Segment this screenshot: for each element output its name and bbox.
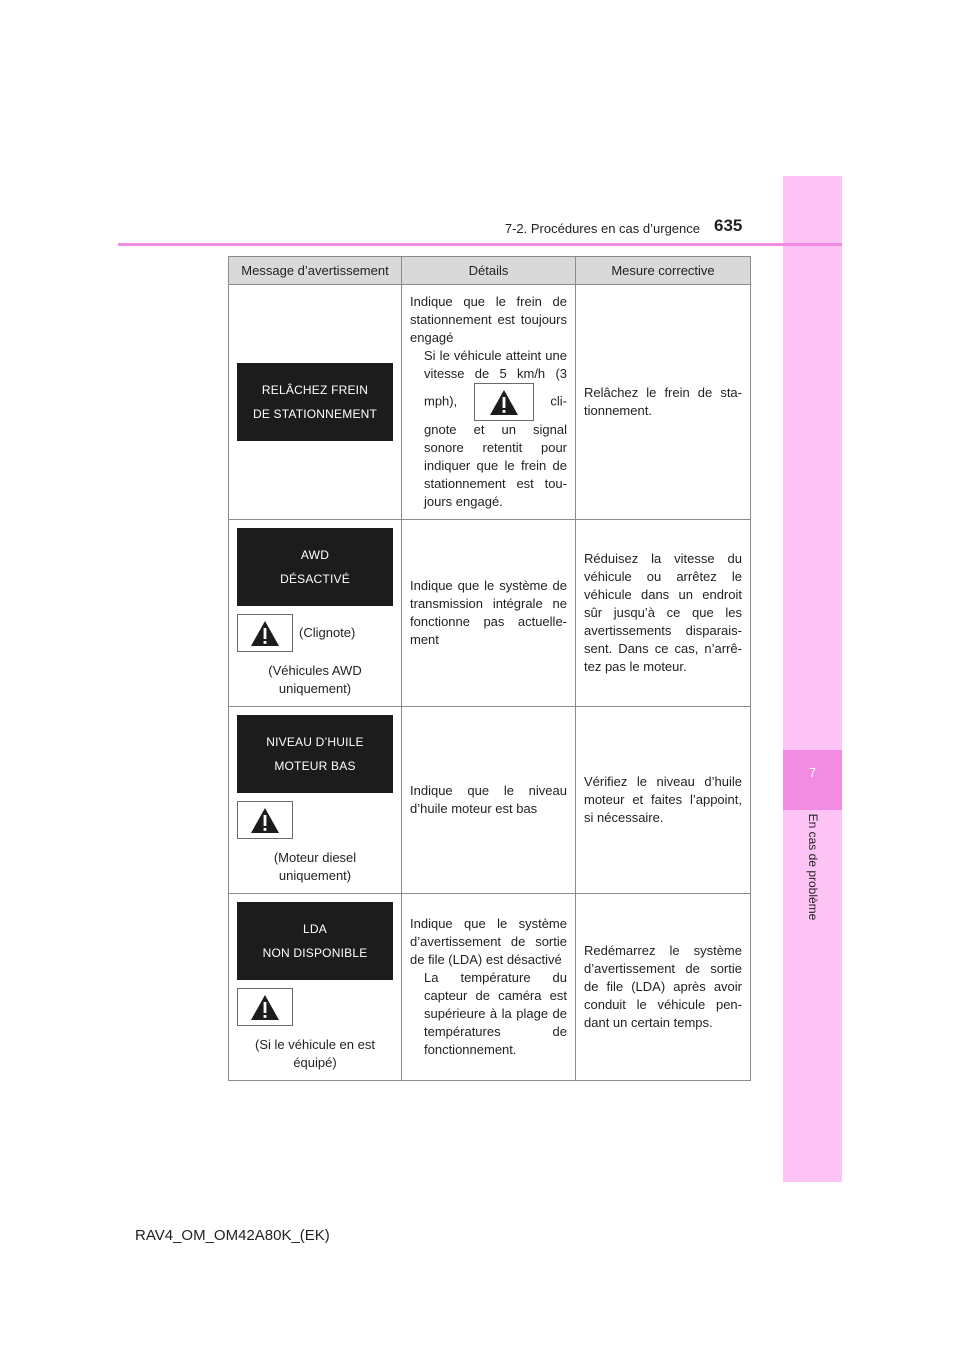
display-message-screen	[237, 902, 393, 980]
display-message-screen	[237, 715, 393, 793]
applicability-note: (Moteur diesel uniquement)	[273, 850, 357, 883]
detail-sub: Si le véhicule atteint une vitesse de 5 km/h (3 mph), cli-gnote et un signal sonore retentit pour indiquer que le frein de stationnement est tou-jours engagé.	[424, 348, 567, 509]
details-cell: Indique que le système de transmission intégrale ne fonctionne pas actuelle-ment	[402, 520, 576, 707]
warning-table	[228, 256, 751, 1081]
section-title: 7-2. Procédures en cas d’urgence	[504, 221, 700, 236]
chapter-title: En cas de problème	[806, 813, 820, 921]
warning-triangle-icon	[237, 614, 293, 652]
chapter-number-tab	[783, 750, 842, 810]
table-row	[229, 894, 751, 1081]
action-cell: Relâchez le frein de sta-tionnement.	[576, 285, 751, 520]
details-cell	[402, 285, 576, 520]
display-line: LDA	[303, 922, 327, 936]
action-cell: Réduisez la vitesse du véhicule ou arrêtez le véhicule dans un endroit sûr jusqu’à ce que les avertissements disparais-sent. Dans ce cas, n’arrê-tez pas le moteur.	[576, 520, 751, 707]
page-number: 635	[714, 216, 743, 235]
message-cell	[229, 894, 402, 1081]
display-line: RELÂCHEZ FREIN	[261, 383, 369, 397]
chapter-side-tab	[783, 176, 842, 1182]
display-line: NIVEAU D’HUILE	[266, 735, 364, 749]
table-row	[229, 707, 751, 894]
details-cell	[402, 894, 576, 1081]
table-row	[229, 285, 751, 520]
action-cell: Vérifiez le niveau d’huile moteur et faites l’appoint, si nécessaire.	[576, 707, 751, 894]
chapter-number: 7	[808, 765, 817, 780]
detail-intro: Indique que le système d’avertissement de sortie de file (LDA) est désactivé	[410, 916, 567, 967]
warning-triangle-icon	[474, 383, 534, 421]
detail-sub: La température du capteur de caméra est supérieure à la plage de températures de fonctionnement.	[424, 970, 567, 1057]
message-cell	[229, 520, 402, 707]
document-code: RAV4_OM_OM42A80K_(EK)	[135, 1227, 330, 1244]
action-cell: Redémarrez le système d’avertissement de sortie de file (LDA) après avoir conduit le véhicule pen-dant un certain temps.	[576, 894, 751, 1081]
icon-label: (Clignote)	[299, 625, 356, 640]
display-message-screen	[237, 363, 393, 441]
column-header-message: Message d’avertissement	[229, 257, 402, 285]
table-row	[229, 520, 751, 707]
display-line: DE STATIONNEMENT	[252, 407, 378, 421]
display-line: AWD	[300, 548, 330, 562]
message-cell	[229, 707, 402, 894]
display-message-screen	[237, 528, 393, 606]
warning-triangle-icon	[237, 988, 293, 1026]
display-line: MOTEUR BAS	[274, 759, 356, 773]
table-header-row	[229, 257, 751, 285]
display-line: NON DISPONIBLE	[262, 946, 368, 960]
details-cell: Indique que le niveau d’huile moteur est bas	[402, 707, 576, 894]
warning-triangle-icon	[237, 801, 293, 839]
column-header-action: Mesure corrective	[576, 257, 751, 285]
applicability-note: (Si le véhicule en est équipé)	[255, 1037, 375, 1070]
column-header-details: Détails	[402, 257, 576, 285]
message-cell	[229, 285, 402, 520]
applicability-note: (Véhicules AWD uniquement)	[268, 663, 362, 696]
detail-intro: Indique que le frein de stationnement est toujours engagé	[410, 294, 567, 345]
icon-row	[237, 614, 393, 652]
icon-row	[237, 988, 393, 1026]
display-line: DÉSACTIVÉ	[280, 572, 350, 586]
header-rule	[118, 243, 842, 246]
icon-row	[237, 801, 393, 839]
